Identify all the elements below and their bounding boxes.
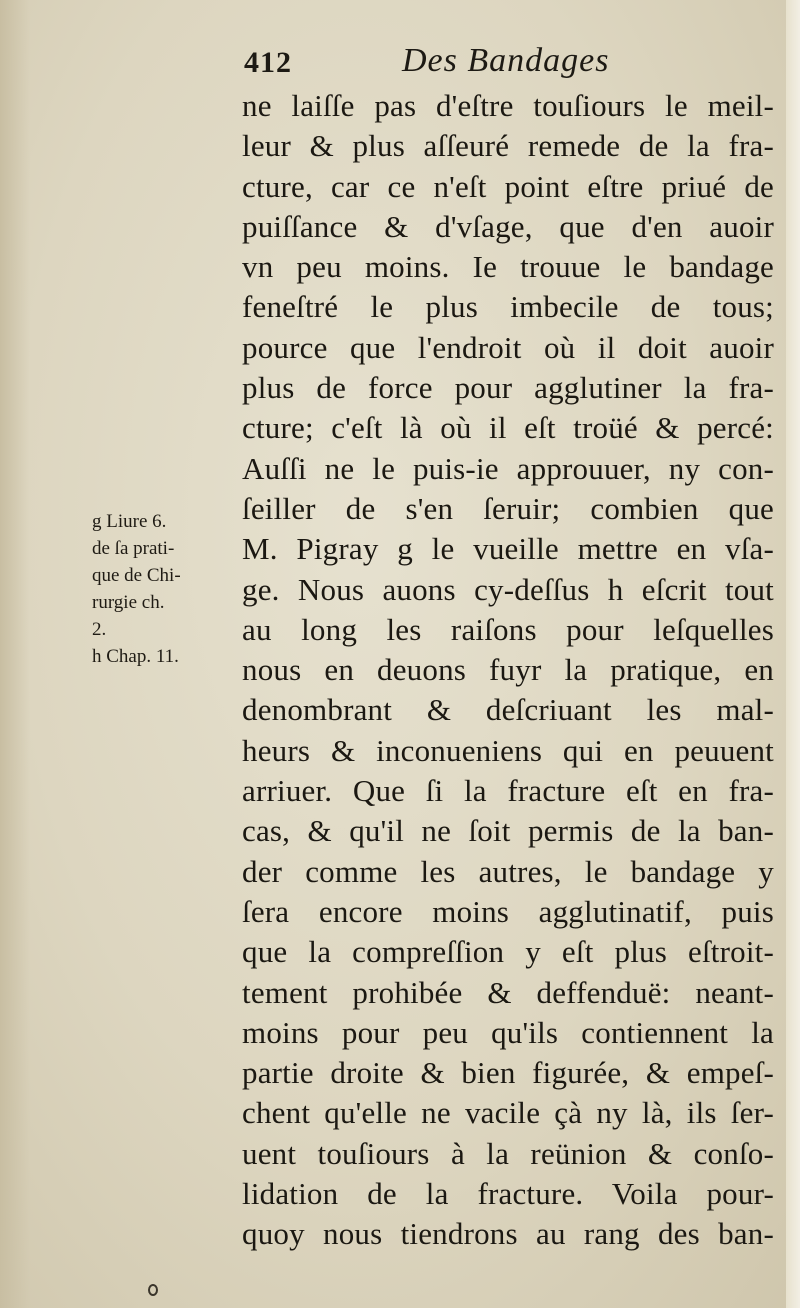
page-header — [244, 42, 684, 90]
text-line: vn peu moins. Ie trouue le bandage — [242, 249, 774, 285]
text-line: heurs & inconueniens qui en peuuent — [242, 732, 774, 768]
text-line: cture; c'eſt là où il eſt troüé & percé: — [242, 410, 774, 446]
text-line: lidation de la fracture. Voila pour- — [242, 1176, 774, 1212]
text-line: ne laiſſe pas d'eſtre touſiours le meil- — [242, 88, 774, 123]
text-line: puiſſance & d'vſage, que d'en auoir — [242, 208, 774, 244]
text-line: que la compreſſion y eſt plus eſtroit- — [242, 934, 774, 970]
text-line: arriuer. Que ſi la fracture eſt en fra- — [242, 773, 774, 809]
text-line: partie droite & bien figurée, & empeſ- — [242, 1055, 774, 1091]
page-edge — [786, 0, 800, 1308]
text-line: cas, & qu'il ne ſoit permis de la ban- — [242, 813, 774, 849]
text-line: plus de force pour agglutiner la fra- — [242, 370, 774, 406]
margin-note-line: h Chap. 11. — [92, 646, 179, 667]
marginal-notes — [92, 508, 242, 670]
text-line: tement prohibée & deffenduë: neant- — [242, 974, 774, 1010]
text-line: pource que l'endroit où il doit auoir — [242, 329, 774, 365]
text-line: quoy nous tiendrons au rang des ban- — [242, 1216, 774, 1252]
main-text-block — [242, 86, 774, 1255]
text-line: der comme les autres, le bandage y — [242, 853, 774, 889]
margin-note-line: de ſa prati- — [92, 538, 175, 559]
text-line: leur & plus aſſeuré remede de la fra- — [242, 128, 774, 164]
gutter-shadow — [0, 0, 30, 1308]
text-line: feneſtré le plus imbecile de tous; — [242, 289, 774, 325]
margin-note-line: g Liure 6. — [92, 511, 167, 532]
margin-note-line: 2. — [92, 619, 107, 640]
text-line: chent qu'elle ne vacile çà ny là, ils ſer- — [242, 1095, 774, 1131]
text-line: M. Pigray g le vueille mettre en vſa- — [242, 531, 774, 567]
text-line: ſeiller de s'en ſeruir; combien que — [242, 490, 774, 526]
text-line: cture, car ce n'eſt point eſtre priué de — [242, 168, 774, 204]
margin-note-line: que de Chi- — [92, 565, 181, 586]
text-line: ſera encore moins agglutinatif, puis — [242, 893, 774, 929]
text-line: nous en deuons fuyr la pratique, en — [242, 652, 774, 688]
text-line: moins pour peu qu'ils contiennent la — [242, 1014, 774, 1050]
running-title: Des Bandages — [402, 42, 610, 79]
text-line: uent touſiours à la reünion & conſo- — [242, 1135, 774, 1171]
page-number: 412 — [244, 46, 292, 79]
margin-note-line: rurgie ch. — [92, 592, 165, 613]
text-line: ge. Nous auons cy-deſſus h eſcrit tout — [242, 571, 774, 607]
text-line: au long les raiſons pour leſquelles — [242, 611, 774, 647]
text-line: denombrant & deſcriuant les mal- — [242, 692, 774, 728]
ink-stain — [148, 1284, 158, 1296]
text-line: Auſſi ne le puis-ie approuuer, ny con- — [242, 450, 774, 486]
